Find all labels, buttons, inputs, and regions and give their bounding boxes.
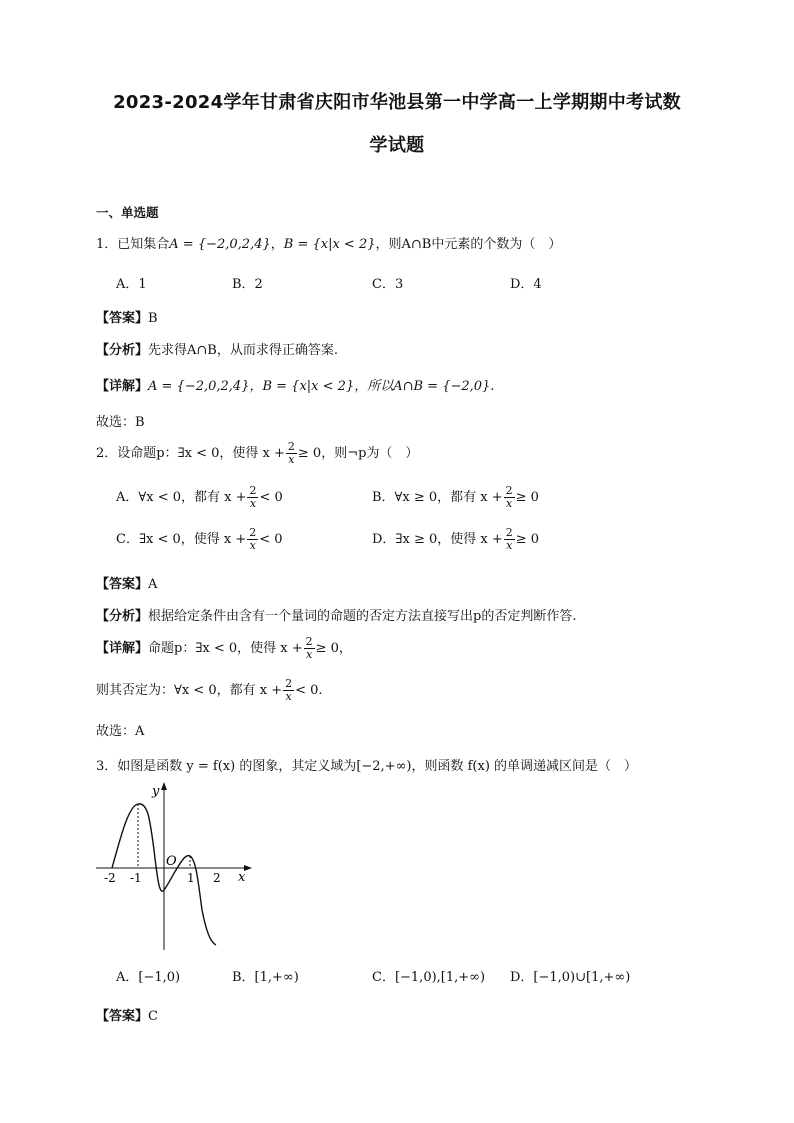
q2-choice: 故选：A xyxy=(96,724,145,739)
x-axis-label: x xyxy=(238,870,246,885)
detail-tag: 【详解】 xyxy=(96,379,149,394)
q3-stem: 3．如图是函数 y = f(x) 的图象，其定义域为[−2,+∞)，则函数 f(x) 的单调递减区间是（ ） xyxy=(96,759,638,774)
fraction-2-over-x xyxy=(247,527,258,552)
q1-answer-line xyxy=(96,307,158,326)
q1-stem-suffix: ，则A∩B中元素的个数为（ ） xyxy=(375,237,562,252)
q2-answer-line xyxy=(96,573,157,592)
q1-choice: 故选：B xyxy=(96,415,145,430)
q1-detail: A = {−2,0,2,4}，B = {x|x < 2}，所以A∩B = {−2,0}. xyxy=(148,379,495,394)
answer-tag: 【答案】 xyxy=(96,577,149,592)
q1-detail-line xyxy=(96,375,494,394)
q3-option-c: C．[−1,0),[1,+∞) xyxy=(372,970,486,985)
fraction-denominator: x xyxy=(506,497,513,510)
page-title-continued: 学试题 xyxy=(369,135,425,156)
q2-option-a xyxy=(116,485,283,510)
fraction-numerator: 2 xyxy=(285,677,293,690)
q2-negation-a: 则其否定为：∀x < 0，都有 x + xyxy=(96,683,283,698)
fraction-numerator: 2 xyxy=(505,484,513,497)
q1-option-d: D．4 xyxy=(510,277,542,292)
tick-label-minus-2: -2 xyxy=(104,871,116,885)
q2-detail-b: ≥ 0， xyxy=(315,641,352,656)
fraction-2-over-x xyxy=(247,485,258,510)
q2-option-b-pre: B．∀x ≥ 0，都有 x + xyxy=(372,490,503,505)
q3-option-b: B．[1,+∞) xyxy=(232,970,299,985)
fraction-numerator: 2 xyxy=(305,635,313,648)
q2-negation-line xyxy=(96,678,323,703)
page-title: 2023-2024学年甘肃省庆阳市华池县第一中学高一上学期期中考试数 xyxy=(113,92,681,113)
fraction-denominator: x xyxy=(506,539,513,552)
q3-option-a: A．[−1,0) xyxy=(116,970,181,985)
fraction-denominator: x xyxy=(288,453,295,466)
fraction-denominator: x xyxy=(249,539,256,552)
q2-option-b xyxy=(372,485,539,510)
q2-option-b-post: ≥ 0 xyxy=(515,490,539,505)
q2-option-d-post: ≥ 0 xyxy=(515,532,540,547)
q1-answer: B xyxy=(148,311,158,326)
q1-option-a: A．1 xyxy=(116,277,147,292)
fraction-denominator: x xyxy=(306,648,313,661)
fraction-2-over-x xyxy=(304,636,315,661)
q1-option-b: B．2 xyxy=(232,277,263,292)
fraction-numerator: 2 xyxy=(505,526,513,539)
q1-analysis-line xyxy=(96,339,338,358)
origin-label: O xyxy=(166,854,177,869)
function-graph xyxy=(92,780,262,955)
fraction-denominator: x xyxy=(285,690,292,703)
fraction-denominator: x xyxy=(249,497,257,510)
q1-set-a: A = {−2,0,2,4} xyxy=(169,237,271,252)
q2-option-a-post: < 0 xyxy=(259,490,283,505)
q1-separator: ， xyxy=(270,237,284,252)
q2-option-a-pre: A．∀x < 0，都有 x + xyxy=(116,490,247,505)
tick-label-1: 1 xyxy=(187,871,195,885)
q2-analysis-line xyxy=(96,605,576,624)
q2-option-c xyxy=(116,527,283,552)
answer-tag: 【答案】 xyxy=(96,1009,149,1024)
answer-tag: 【答案】 xyxy=(96,311,149,326)
fraction-2-over-x xyxy=(504,527,515,552)
y-axis-label: y xyxy=(152,784,160,799)
fraction-numerator: 2 xyxy=(249,484,257,497)
detail-tag: 【详解】 xyxy=(96,641,149,656)
q3-option-d: D．[−1,0)∪[1,+∞) xyxy=(510,970,631,985)
q1-option-c: C．3 xyxy=(372,277,404,292)
tick-label-2: 2 xyxy=(213,871,221,885)
section-heading: 一、单选题 xyxy=(96,205,159,220)
q2-option-c-pre: C．∃x < 0，使得 x + xyxy=(116,532,247,547)
analysis-tag: 【分析】 xyxy=(96,609,149,624)
q2-stem-b: ≥ 0，则¬p为（ ） xyxy=(297,446,419,461)
fraction-numerator: 2 xyxy=(287,440,295,453)
q2-detail-line xyxy=(96,636,352,661)
q2-analysis: 根据给定条件由含有一个量词的命题的否定方法直接写出p的否定判断作答. xyxy=(148,609,577,624)
q1-stem xyxy=(96,233,561,252)
y-axis-arrow-icon xyxy=(161,782,167,790)
q2-stem-a: 2．设命题p：∃x < 0，使得 x + xyxy=(96,446,285,461)
q2-detail-a: 命题p：∃x < 0，使得 x + xyxy=(148,641,303,656)
analysis-tag: 【分析】 xyxy=(96,343,149,358)
q3-answer: C xyxy=(148,1009,158,1024)
q3-answer-line xyxy=(96,1005,158,1024)
fraction-2-over-x xyxy=(286,441,297,466)
q2-answer: A xyxy=(148,577,158,592)
q2-option-d-pre: D．∃x ≥ 0，使得 x + xyxy=(372,532,503,547)
q2-option-c-post: < 0 xyxy=(259,532,283,547)
q2-negation-b: < 0. xyxy=(295,683,323,698)
q2-stem xyxy=(96,441,418,466)
q1-stem-prefix: 1．已知集合 xyxy=(96,237,170,252)
fraction-2-over-x xyxy=(283,678,294,703)
q1-set-b: B = {x|x < 2} xyxy=(283,237,376,252)
q2-option-d xyxy=(372,527,539,552)
fraction-2-over-x xyxy=(504,485,515,510)
fraction-numerator: 2 xyxy=(249,526,257,539)
q1-analysis: 先求得A∩B，从而求得正确答案. xyxy=(148,343,338,358)
tick-label-minus-1: -1 xyxy=(130,871,142,885)
